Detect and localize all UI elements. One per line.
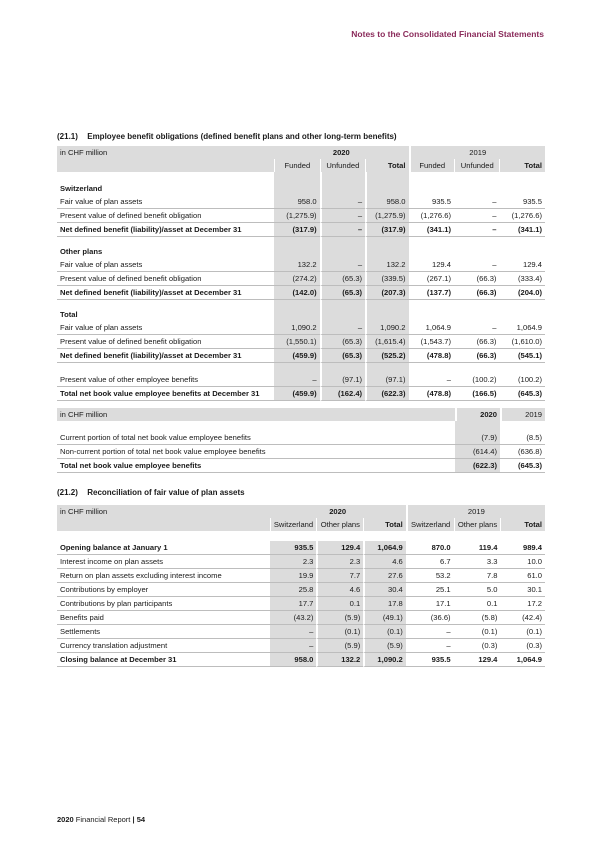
spacer <box>274 237 319 245</box>
value-cell: 0.1 <box>316 597 363 611</box>
unit-label: in CHF million <box>57 505 270 518</box>
year-header-2020: 2020 <box>274 146 408 159</box>
value-cell: (65.3) <box>320 349 365 363</box>
value-cell: (333.4) <box>499 272 545 286</box>
table-header-row <box>57 408 545 421</box>
value-cell: – <box>320 209 365 223</box>
year-header-2020: 2020 <box>270 505 406 518</box>
table-row <box>57 258 545 272</box>
row-label: Opening balance at January 1 <box>57 541 270 555</box>
value-cell: 30.4 <box>363 583 406 597</box>
column-header: Switzerland <box>406 518 454 531</box>
table-row <box>57 639 545 653</box>
row-label: Contributions by plan participants <box>57 597 270 611</box>
value-cell: 1,090.2 <box>274 321 319 335</box>
table-header-row <box>57 518 545 531</box>
value-cell: (1,550.1) <box>274 335 319 349</box>
spacer <box>454 245 499 258</box>
spacer <box>274 172 319 182</box>
value-cell: 129.4 <box>499 258 545 272</box>
value-cell: – <box>454 195 499 209</box>
column-header: Other plans <box>316 518 363 531</box>
value-cell: (1,610.0) <box>499 335 545 349</box>
spacer <box>454 172 499 182</box>
table-header-row <box>57 159 545 172</box>
column-header: Total <box>363 518 406 531</box>
group-heading-row <box>57 182 545 195</box>
value-cell: (545.1) <box>499 349 545 363</box>
value-cell: (65.3) <box>320 335 365 349</box>
column-header: Switzerland <box>270 518 317 531</box>
value-cell: (0.1) <box>363 625 406 639</box>
spacer <box>409 237 454 245</box>
value-cell: 989.4 <box>500 541 545 555</box>
spacer-row <box>57 363 545 373</box>
row-label: Present value of other employee benefits <box>57 373 274 387</box>
value-cell: 4.6 <box>316 583 363 597</box>
value-cell: (66.3) <box>454 286 499 300</box>
value-cell: (5.9) <box>316 639 363 653</box>
value-cell: 53.2 <box>406 569 454 583</box>
value-cell: (36.6) <box>406 611 454 625</box>
value-cell: (0.1) <box>454 625 501 639</box>
spacer <box>454 182 499 195</box>
spacer <box>454 531 501 541</box>
value-cell: (5.8) <box>454 611 501 625</box>
year-header-2019: 2019 <box>409 146 546 159</box>
value-cell: 870.0 <box>406 541 454 555</box>
group-heading: Total <box>60 310 78 319</box>
row-label: Net defined benefit (liability)/asset at December 31 <box>57 349 274 363</box>
section-title-21-1 <box>57 132 397 141</box>
section-number: (21.2) <box>57 488 78 497</box>
row-label: Fair value of plan assets <box>57 195 274 209</box>
spacer <box>57 531 270 541</box>
spacer <box>320 245 365 258</box>
value-cell: (66.3) <box>454 335 499 349</box>
value-cell: 2.3 <box>270 555 317 569</box>
spacer <box>500 421 545 431</box>
row-label: Current portion of total net book value employee benefits <box>57 431 455 445</box>
value-cell: 935.5 <box>499 195 545 209</box>
spacer <box>409 245 454 258</box>
value-cell: 19.9 <box>270 569 317 583</box>
value-cell: 61.0 <box>500 569 545 583</box>
spacer <box>499 245 545 258</box>
value-cell: (43.2) <box>270 611 317 625</box>
table-row <box>57 597 545 611</box>
value-cell: (0.1) <box>500 625 545 639</box>
row-label: Present value of defined benefit obligation <box>57 272 274 286</box>
row-label: Non-current portion of total net book value employee benefits <box>57 445 455 459</box>
spacer <box>320 172 365 182</box>
section-title-21-2 <box>57 488 245 497</box>
value-cell: (5.9) <box>363 639 406 653</box>
section-number: (21.1) <box>57 132 78 141</box>
value-cell: 132.2 <box>274 258 319 272</box>
value-cell: 958.0 <box>270 653 317 667</box>
row-label: Interest income on plan assets <box>57 555 270 569</box>
year-header-2019: 2019 <box>406 505 545 518</box>
row-label: Present value of defined benefit obligation <box>57 335 274 349</box>
value-cell: – <box>406 639 454 653</box>
value-cell: (0.3) <box>500 639 545 653</box>
value-cell: (459.9) <box>274 387 319 401</box>
value-cell: (339.5) <box>365 272 408 286</box>
column-header: Other plans <box>454 518 501 531</box>
value-cell: (97.1) <box>320 373 365 387</box>
value-cell: (0.3) <box>454 639 501 653</box>
value-cell: (267.1) <box>409 272 454 286</box>
spacer <box>274 245 319 258</box>
value-cell: – <box>320 321 365 335</box>
spacer <box>365 363 408 373</box>
table-row <box>57 653 545 667</box>
value-cell: (66.3) <box>454 349 499 363</box>
spacer <box>57 363 274 373</box>
value-cell: (100.2) <box>454 373 499 387</box>
value-cell: (614.4) <box>455 445 500 459</box>
value-cell: – <box>454 223 499 237</box>
header-spacer <box>57 518 270 531</box>
value-cell: (204.0) <box>499 286 545 300</box>
spacer <box>274 182 319 195</box>
table-row <box>57 555 545 569</box>
value-cell: 129.4 <box>316 541 363 555</box>
row-label: Benefits paid <box>57 611 270 625</box>
value-cell: (1,276.6) <box>499 209 545 223</box>
employee-benefit-obligations-table <box>57 146 545 401</box>
table-row <box>57 459 545 473</box>
value-cell: (317.9) <box>274 223 319 237</box>
group-heading: Other plans <box>60 247 103 256</box>
footer-label: Financial Report <box>75 815 131 824</box>
value-cell: 0.1 <box>454 597 501 611</box>
row-label: Settlements <box>57 625 270 639</box>
value-cell: (478.8) <box>409 387 454 401</box>
value-cell: 4.6 <box>363 555 406 569</box>
spacer <box>454 308 499 321</box>
spacer <box>365 182 408 195</box>
footer-page-number: 54 <box>136 815 146 824</box>
value-cell: 3.3 <box>454 555 501 569</box>
table-row <box>57 223 545 237</box>
table-row <box>57 431 545 445</box>
value-cell: (5.9) <box>316 611 363 625</box>
value-cell: (8.5) <box>500 431 545 445</box>
value-cell: (142.0) <box>274 286 319 300</box>
column-header: Funded <box>274 159 319 172</box>
value-cell: (636.8) <box>500 445 545 459</box>
table-row <box>57 387 545 401</box>
row-label: Currency translation adjustment <box>57 639 270 653</box>
value-cell: – <box>320 258 365 272</box>
row-label: Closing balance at December 31 <box>57 653 270 667</box>
value-cell: (317.9) <box>365 223 408 237</box>
spacer <box>454 237 499 245</box>
value-cell: (97.1) <box>365 373 408 387</box>
value-cell: (137.7) <box>409 286 454 300</box>
value-cell: (162.4) <box>320 387 365 401</box>
spacer <box>409 182 454 195</box>
value-cell: (622.3) <box>365 387 408 401</box>
value-cell: (1,276.6) <box>409 209 454 223</box>
table-row <box>57 569 545 583</box>
column-header: Total <box>499 159 545 172</box>
value-cell: 1,090.2 <box>365 321 408 335</box>
value-cell: 958.0 <box>365 195 408 209</box>
value-cell: – <box>454 258 499 272</box>
table-row <box>57 286 545 300</box>
value-cell: 6.7 <box>406 555 454 569</box>
spacer <box>316 531 363 541</box>
value-cell: (49.1) <box>363 611 406 625</box>
value-cell: (525.2) <box>365 349 408 363</box>
spacer <box>455 421 500 431</box>
row-label: Net defined benefit (liability)/asset at December 31 <box>57 286 274 300</box>
table-row <box>57 445 545 459</box>
value-cell: 17.1 <box>406 597 454 611</box>
column-header: Funded <box>409 159 454 172</box>
value-cell: (341.1) <box>409 223 454 237</box>
spacer <box>274 308 319 321</box>
spacer <box>270 531 317 541</box>
table-row <box>57 373 545 387</box>
spacer <box>499 300 545 308</box>
value-cell: 7.7 <box>316 569 363 583</box>
value-cell: (100.2) <box>499 373 545 387</box>
value-cell: (207.3) <box>365 286 408 300</box>
spacer <box>499 237 545 245</box>
value-cell: 10.0 <box>500 555 545 569</box>
header-spacer <box>57 159 274 172</box>
column-header: Unfunded <box>320 159 365 172</box>
value-cell: 25.8 <box>270 583 317 597</box>
spacer <box>274 363 319 373</box>
year-header-2019: 2019 <box>500 408 545 421</box>
table-header-row <box>57 505 545 518</box>
value-cell: 5.0 <box>454 583 501 597</box>
spacer <box>320 237 365 245</box>
table-header-row <box>57 146 545 159</box>
group-heading: Switzerland <box>60 184 103 193</box>
spacer <box>57 421 455 431</box>
value-cell: 935.5 <box>270 541 317 555</box>
spacer <box>406 531 454 541</box>
table-row <box>57 195 545 209</box>
value-cell: (1,615.4) <box>365 335 408 349</box>
value-cell: 129.4 <box>409 258 454 272</box>
spacer <box>454 363 499 373</box>
spacer <box>409 300 454 308</box>
spacer <box>409 172 454 182</box>
table-row <box>57 321 545 335</box>
table-row <box>57 541 545 555</box>
year-header-2020: 2020 <box>455 408 500 421</box>
value-cell: 2.3 <box>316 555 363 569</box>
value-cell: (65.3) <box>320 272 365 286</box>
spacer <box>409 363 454 373</box>
spacer <box>499 308 545 321</box>
page-footer: 2020 Financial Report | 54 <box>57 815 146 824</box>
row-label: Net defined benefit (liability)/asset at December 31 <box>57 223 274 237</box>
spacer <box>274 300 319 308</box>
spacer <box>57 172 274 182</box>
value-cell: – <box>320 195 365 209</box>
spacer-row <box>57 531 545 541</box>
unit-label: in CHF million <box>57 408 455 421</box>
spacer <box>57 300 274 308</box>
value-cell: (1,543.7) <box>409 335 454 349</box>
spacer <box>499 363 545 373</box>
value-cell: – <box>406 625 454 639</box>
value-cell: (1,275.9) <box>274 209 319 223</box>
section-heading: Employee benefit obligations (defined benefit plans and other long-term benefits) <box>87 132 397 141</box>
spacer <box>365 237 408 245</box>
spacer <box>365 300 408 308</box>
table-row <box>57 349 545 363</box>
spacer <box>409 308 454 321</box>
value-cell: 119.4 <box>454 541 501 555</box>
group-heading-row <box>57 245 545 258</box>
value-cell: – <box>454 209 499 223</box>
row-label: Fair value of plan assets <box>57 258 274 272</box>
table-row <box>57 272 545 286</box>
column-header: Total <box>365 159 408 172</box>
value-cell: – <box>454 321 499 335</box>
column-header: Unfunded <box>454 159 499 172</box>
value-cell: 17.2 <box>500 597 545 611</box>
value-cell: 1,064.9 <box>500 653 545 667</box>
spacer-row <box>57 421 545 431</box>
spacer-row <box>57 172 545 182</box>
row-label: Present value of defined benefit obligation <box>57 209 274 223</box>
spacer <box>499 182 545 195</box>
spacer-row <box>57 300 545 308</box>
spacer <box>454 300 499 308</box>
spacer <box>500 531 545 541</box>
spacer <box>365 245 408 258</box>
page-header: Notes to the Consolidated Financial Statements <box>351 29 544 39</box>
value-cell: (66.3) <box>454 272 499 286</box>
value-cell: 17.8 <box>363 597 406 611</box>
spacer <box>365 308 408 321</box>
value-cell: – <box>270 639 317 653</box>
value-cell: – <box>409 373 454 387</box>
value-cell: (459.9) <box>274 349 319 363</box>
value-cell: (274.2) <box>274 272 319 286</box>
spacer <box>499 172 545 182</box>
row-label: Total net book value employee benefits at December 31 <box>57 387 274 401</box>
net-book-value-table <box>57 408 545 473</box>
section-heading: Reconciliation of fair value of plan assets <box>87 488 245 497</box>
plan-assets-reconciliation-table <box>57 505 545 667</box>
value-cell: 132.2 <box>365 258 408 272</box>
value-cell: 7.8 <box>454 569 501 583</box>
value-cell: (65.3) <box>320 286 365 300</box>
row-label: Total net book value employee benefits <box>57 459 455 473</box>
value-cell: – <box>320 223 365 237</box>
spacer <box>320 182 365 195</box>
column-header: Total <box>500 518 545 531</box>
spacer <box>365 172 408 182</box>
value-cell: 958.0 <box>274 195 319 209</box>
row-label: Contributions by employer <box>57 583 270 597</box>
value-cell: 1,064.9 <box>363 541 406 555</box>
unit-label: in CHF million <box>57 146 274 159</box>
value-cell: 25.1 <box>406 583 454 597</box>
value-cell: 17.7 <box>270 597 317 611</box>
table-row <box>57 625 545 639</box>
value-cell: 1,064.9 <box>499 321 545 335</box>
value-cell: 1,064.9 <box>409 321 454 335</box>
value-cell: (0.1) <box>316 625 363 639</box>
spacer <box>363 531 406 541</box>
value-cell: 27.6 <box>363 569 406 583</box>
table-row <box>57 335 545 349</box>
spacer <box>320 300 365 308</box>
value-cell: (341.1) <box>499 223 545 237</box>
value-cell: 129.4 <box>454 653 501 667</box>
spacer <box>320 363 365 373</box>
table-row <box>57 583 545 597</box>
footer-year: 2020 <box>57 815 74 824</box>
row-label: Fair value of plan assets <box>57 321 274 335</box>
spacer <box>57 237 274 245</box>
value-cell: 132.2 <box>316 653 363 667</box>
value-cell: (645.3) <box>500 459 545 473</box>
spacer <box>320 308 365 321</box>
value-cell: (622.3) <box>455 459 500 473</box>
value-cell: (1,275.9) <box>365 209 408 223</box>
value-cell: (166.5) <box>454 387 499 401</box>
spacer-row <box>57 237 545 245</box>
value-cell: 935.5 <box>409 195 454 209</box>
value-cell: – <box>274 373 319 387</box>
value-cell: 1,090.2 <box>363 653 406 667</box>
value-cell: 30.1 <box>500 583 545 597</box>
table-row <box>57 611 545 625</box>
row-label: Return on plan assets excluding interest income <box>57 569 270 583</box>
value-cell: (645.3) <box>499 387 545 401</box>
group-heading-row <box>57 308 545 321</box>
value-cell: 935.5 <box>406 653 454 667</box>
value-cell: (42.4) <box>500 611 545 625</box>
value-cell: – <box>270 625 317 639</box>
value-cell: (478.8) <box>409 349 454 363</box>
table-row <box>57 209 545 223</box>
value-cell: (7.9) <box>455 431 500 445</box>
